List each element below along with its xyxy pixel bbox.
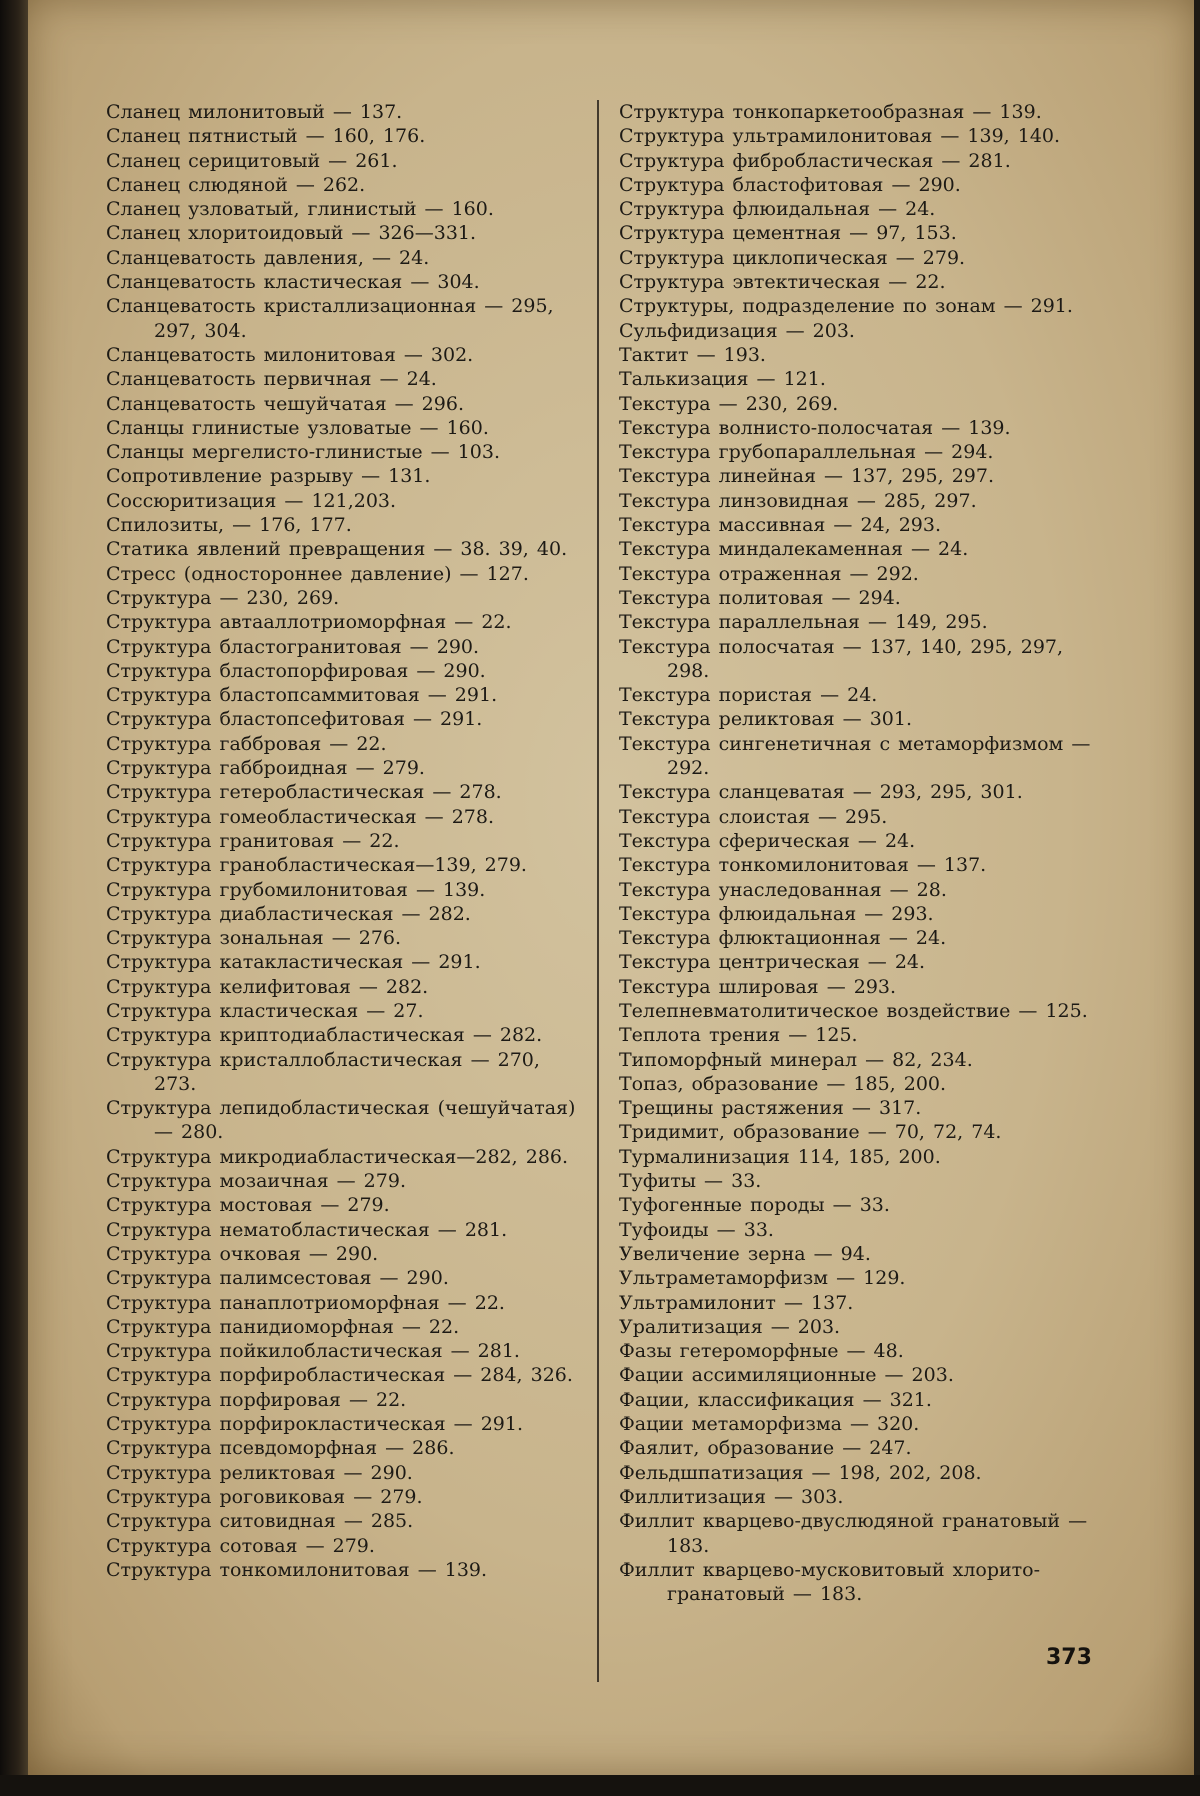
index-entry: Структура порфиробластическая — 284, 326.: [106, 1364, 573, 1387]
index-entry: Структура кристаллобластическая — 270, 273.: [106, 1048, 540, 1095]
index-entry: Статика явлений превращения — 38. 39, 40.: [106, 538, 568, 561]
index-entry: Сульфидизация — 203.: [619, 319, 855, 342]
index-entry: Теплота трения — 125.: [619, 1024, 858, 1047]
index-entry: Сланцеватость милонитовая — 302.: [106, 343, 474, 366]
index-entry: Сланцеватость чешуйчатая — 296.: [106, 392, 464, 415]
index-entry: Сланец слюдяной — 262.: [106, 173, 366, 196]
index-entry: Текстура пористая — 24.: [619, 684, 878, 707]
index-entry: Типоморфный минерал — 82, 234.: [619, 1048, 973, 1071]
index-column-left: [106, 100, 584, 1582]
index-entry: Филлитизация — 303.: [619, 1485, 844, 1508]
index-entry: Структура гранитовая — 22.: [106, 829, 400, 852]
index-entry: Текстура тонкомилонитовая — 137.: [619, 854, 987, 877]
index-entry: Структура гетеробластическая — 278.: [106, 781, 502, 804]
index-entry: Структура бластопсаммитовая — 291.: [106, 684, 498, 707]
index-entry: Структура гранобластическая—139, 279.: [106, 854, 527, 877]
index-entry: Сланец пятнистый — 160, 176.: [106, 125, 426, 148]
index-entry: Структуры, подразделение по зонам — 291.: [619, 295, 1073, 318]
index-entry: Структура панидиоморфная — 22.: [106, 1315, 460, 1338]
index-entry: Структура — 230, 269.: [106, 586, 340, 609]
index-entry: Сланцы мергелисто-глинистые — 103.: [106, 441, 501, 464]
index-entry: Структура флюидальная — 24.: [619, 198, 936, 221]
index-entry: Текстура полосчатая — 137, 140, 295, 297, 298.: [619, 635, 1064, 682]
index-entry: Сланец хлоритоидовый — 326—331.: [106, 222, 477, 245]
index-entry: Структура гомеобластическая — 278.: [106, 805, 495, 828]
index-entry: Текстура волнисто-полосчатая — 139.: [619, 416, 1011, 439]
index-entry: Соссюритизация — 121,203.: [106, 489, 397, 512]
index-entry: Топаз, образование — 185, 200.: [619, 1072, 947, 1095]
index-entry: Текстура слоистая — 295.: [619, 805, 888, 828]
index-entry: Структура ситовидная — 285.: [106, 1510, 414, 1533]
index-entry: Туфоиды — 33.: [619, 1218, 774, 1241]
index-entry: Текстура сферическая — 24.: [619, 829, 916, 852]
index-entry: Сланцеватость кластическая — 304.: [106, 271, 480, 294]
index-entry: Структура псевдоморфная — 286.: [106, 1437, 455, 1460]
index-entry: Стресс (одностороннее давление) — 127.: [106, 562, 529, 585]
index-entry: Ультрамилонит — 137.: [619, 1291, 854, 1314]
index-entry: Структура палимсестовая — 290.: [106, 1267, 449, 1290]
index-entry: Трещины растяжения — 317.: [619, 1097, 922, 1120]
index-column-right: [619, 100, 1097, 1606]
index-entry: Текстура реликтовая — 301.: [619, 708, 913, 731]
index-entry: Структура зональная — 276.: [106, 927, 402, 950]
index-entry: Структура бластопсефитовая — 291.: [106, 708, 483, 731]
index-entry: Структура ультрамилонитовая — 139, 140.: [619, 125, 1061, 148]
index-entry: Текстура линейная — 137, 295, 297.: [619, 465, 995, 488]
index-entry: Текстура — 230, 269.: [619, 392, 839, 415]
page-bottom-edge: [0, 1775, 1200, 1796]
index-entry: Уралитизация — 203.: [619, 1315, 841, 1338]
index-entry: Текстура линзовидная — 285, 297.: [619, 489, 977, 512]
index-entry: Структура автааллотриоморфная — 22.: [106, 611, 512, 634]
index-entry: Текстура флюктационная — 24.: [619, 927, 947, 950]
index-entry: Структура бластогранитовая — 290.: [106, 635, 480, 658]
index-entry: Фации ассимиляционные — 203.: [619, 1364, 954, 1387]
index-entry: Фации, классификация — 321.: [619, 1388, 932, 1411]
index-entry: Текстура политовая — 294.: [619, 586, 901, 609]
index-entry: Телепневматолитическое воздействие — 125.: [619, 999, 1088, 1022]
index-entry: Структура сотовая — 279.: [106, 1534, 375, 1557]
index-entry: Структура очковая — 290.: [106, 1242, 379, 1265]
index-entry: Структура тонкомилонитовая — 139.: [106, 1558, 488, 1581]
index-entry: Талькизация — 121.: [619, 368, 826, 391]
index-entry: Структура диабластическая — 282.: [106, 902, 471, 925]
index-entry: Тактит — 193.: [619, 343, 766, 366]
index-entry: Сланец милонитовый — 137.: [106, 101, 403, 123]
index-entry: Структура келифитовая — 282.: [106, 975, 429, 998]
index-entry: Тридимит, образование — 70, 72, 74.: [619, 1121, 1002, 1144]
index-entry: Фаялит, образование — 247.: [619, 1437, 912, 1460]
index-entry: Сланцеватость давления, — 24.: [106, 246, 430, 269]
index-entry: Структура порфировая — 22.: [106, 1388, 407, 1411]
index-entry: Текстура шлировая — 293.: [619, 975, 897, 998]
index-entry: Сланец серицитовый — 261.: [106, 149, 398, 172]
index-entry: Структура бластофитовая — 290.: [619, 173, 961, 196]
index-entry: Структура роговиковая — 279.: [106, 1485, 423, 1508]
index-entry: Сланцеватость кристаллизационная — 295, 297, 304.: [106, 295, 554, 342]
index-entry: Структура реликтовая — 290.: [106, 1461, 413, 1484]
index-entry: Текстура миндалекаменная — 24.: [619, 538, 969, 561]
index-entry: Текстура сингенетичная с метаморфизмом — 292.: [619, 732, 1091, 780]
index-entry: Структура габброидная — 279.: [106, 757, 425, 780]
index-entry: Турмалинизация 114, 185, 200.: [619, 1145, 941, 1168]
index-entry: Структура лепидобластическая (чешуйчатая) — 280.: [106, 1097, 576, 1144]
index-entry: Структура мостовая — 279.: [106, 1194, 390, 1217]
index-entry: Структура фибробластическая — 281.: [619, 149, 1011, 172]
index-entry: Ультраметаморфизм — 129.: [619, 1267, 906, 1290]
index-entry: Туфиты — 33.: [619, 1170, 762, 1193]
index-entry: Структура циклопическая — 279.: [619, 246, 966, 269]
index-entry: Фельдшпатизация — 198, 202, 208.: [619, 1461, 982, 1484]
index-entry: Структура мозаичная — 279.: [106, 1170, 406, 1193]
index-entry: Текстура унаследованная — 28.: [619, 878, 947, 901]
index-entry: Туфогенные породы — 33.: [619, 1194, 890, 1217]
index-entry: Текстура массивная — 24, 293.: [619, 514, 942, 537]
index-entry: Сланец узловатый, глинистый — 160.: [106, 198, 494, 221]
index-entry: Структура криптодиабластическая — 282.: [106, 1024, 543, 1047]
index-entry: Структура катакластическая — 291.: [106, 951, 481, 974]
index-entry: Структура габбровая — 22.: [106, 732, 387, 755]
index-entry: Структура цементная — 97, 153.: [619, 222, 957, 245]
index-entry: Структура тонкопаркетообразная — 139.: [619, 101, 1042, 123]
index-entry: Филлит кварцево-двуслюдяной гранатовый — 183.: [619, 1510, 1088, 1557]
index-entry: Увеличение зерна — 94.: [619, 1242, 871, 1265]
page-number: 373: [1046, 1645, 1092, 1670]
index-entry: Структура бластопорфировая — 290.: [106, 659, 486, 682]
index-entry: Структура пойкилобластическая — 281.: [106, 1340, 520, 1363]
index-entry: Сланцы глинистые узловатые — 160.: [106, 416, 489, 439]
index-entry: Фазы гетероморфные — 48.: [619, 1340, 904, 1363]
index-entry: Фации метаморфизма — 320.: [619, 1413, 920, 1436]
index-entry: Структура грубомилонитовая — 139.: [106, 878, 486, 901]
index-entry: Структура микродиабластическая—282, 286.: [106, 1145, 569, 1168]
column-divider: [597, 100, 599, 1682]
index-entry: Структура порфирокластическая — 291.: [106, 1413, 523, 1436]
index-entry: Структура кластическая — 27.: [106, 999, 424, 1022]
index-entry: Текстура флюидальная — 293.: [619, 902, 934, 925]
index-entry: Сопротивление разрыву — 131.: [106, 465, 431, 488]
index-entry: Текстура сланцеватая — 293, 295, 301.: [619, 781, 1023, 804]
index-entry: Структура эвтектическая — 22.: [619, 271, 946, 294]
index-entry: Филлит кварцево-мусковитовый хлорито-гранатовый — 183.: [619, 1558, 1041, 1606]
index-entry: Сланцеватость первичная — 24.: [106, 368, 437, 391]
index-entry: Спилозиты, — 176, 177.: [106, 514, 352, 537]
index-entry: Текстура центрическая — 24.: [619, 951, 926, 974]
index-entry: Структура нематобластическая — 281.: [106, 1218, 508, 1241]
index-entry: Текстура отраженная — 292.: [619, 562, 919, 585]
index-entry: Структура панаплотриоморфная — 22.: [106, 1291, 505, 1314]
index-entry: Текстура параллельная — 149, 295.: [619, 611, 988, 634]
index-entry: Текстура грубопараллельная — 294.: [619, 441, 994, 464]
